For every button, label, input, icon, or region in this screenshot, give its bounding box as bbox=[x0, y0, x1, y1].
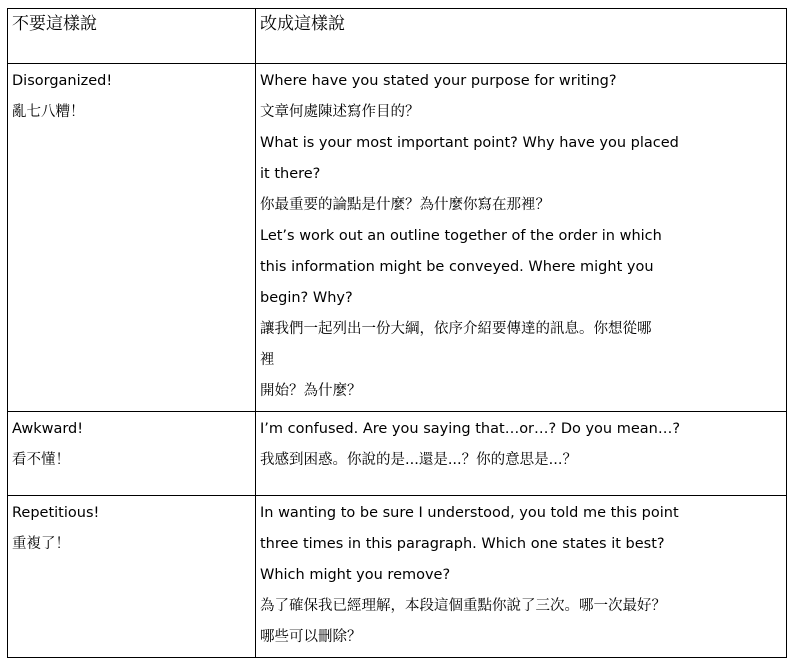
text-line: Let’s work out an outline together of the order in which bbox=[260, 228, 662, 244]
text-line: 重複了！ bbox=[12, 536, 70, 552]
text-line: it there? bbox=[260, 166, 321, 182]
text-line: 看不懂！ bbox=[12, 452, 70, 468]
text-line: In wanting to be sure I understood, you told me this point bbox=[260, 505, 679, 521]
header-say-instead: 改成這樣說 bbox=[256, 9, 787, 64]
text-line: 亂七八糟！ bbox=[12, 104, 85, 120]
text-line: 你最重要的論點是什麼？為什麼你寫在那裡？ bbox=[260, 197, 550, 213]
text-line: 裡 bbox=[260, 352, 275, 368]
do-cell bbox=[256, 64, 787, 412]
text-line: 讓我們一起列出一份大綱，依序介紹要傳達的訊息。你想從哪 bbox=[260, 321, 652, 337]
text-line: I’m confused. Are you saying that…or…? Do you mean…? bbox=[260, 421, 681, 437]
text-line: Where have you stated your purpose for writing? bbox=[260, 73, 617, 89]
text-line: Which might you remove? bbox=[260, 567, 451, 583]
dont-cell bbox=[8, 496, 256, 658]
text-line: three times in this paragraph. Which one states it best? bbox=[260, 536, 665, 552]
comparison-table bbox=[7, 8, 787, 658]
table-row bbox=[8, 496, 787, 658]
table-row bbox=[8, 412, 787, 496]
header-dont-say: 不要這樣說 bbox=[8, 9, 256, 64]
text-line: 我感到困惑。你說的是...還是...？你的意思是...？ bbox=[260, 452, 577, 468]
text-line: 為了確保我已經理解，本段這個重點你說了三次。哪一次最好？ bbox=[260, 598, 666, 614]
text-line: Disorganized! bbox=[12, 73, 113, 89]
text-line: Awkward! bbox=[12, 421, 84, 437]
do-cell bbox=[256, 412, 787, 496]
dont-cell bbox=[8, 64, 256, 412]
do-cell bbox=[256, 496, 787, 658]
text-line: 哪些可以刪除？ bbox=[260, 629, 362, 645]
text-line: 開始？為什麼？ bbox=[260, 383, 362, 399]
text-line: Repetitious! bbox=[12, 505, 100, 521]
dont-cell bbox=[8, 412, 256, 496]
table-row bbox=[8, 64, 787, 412]
header-row bbox=[8, 9, 787, 64]
text-line: begin? Why? bbox=[260, 290, 353, 306]
text-line: 文章何處陳述寫作目的？ bbox=[260, 104, 420, 120]
text-line: this information might be conveyed. Where might you bbox=[260, 259, 654, 275]
text-line: What is your most important point? Why have you placed bbox=[260, 135, 679, 151]
